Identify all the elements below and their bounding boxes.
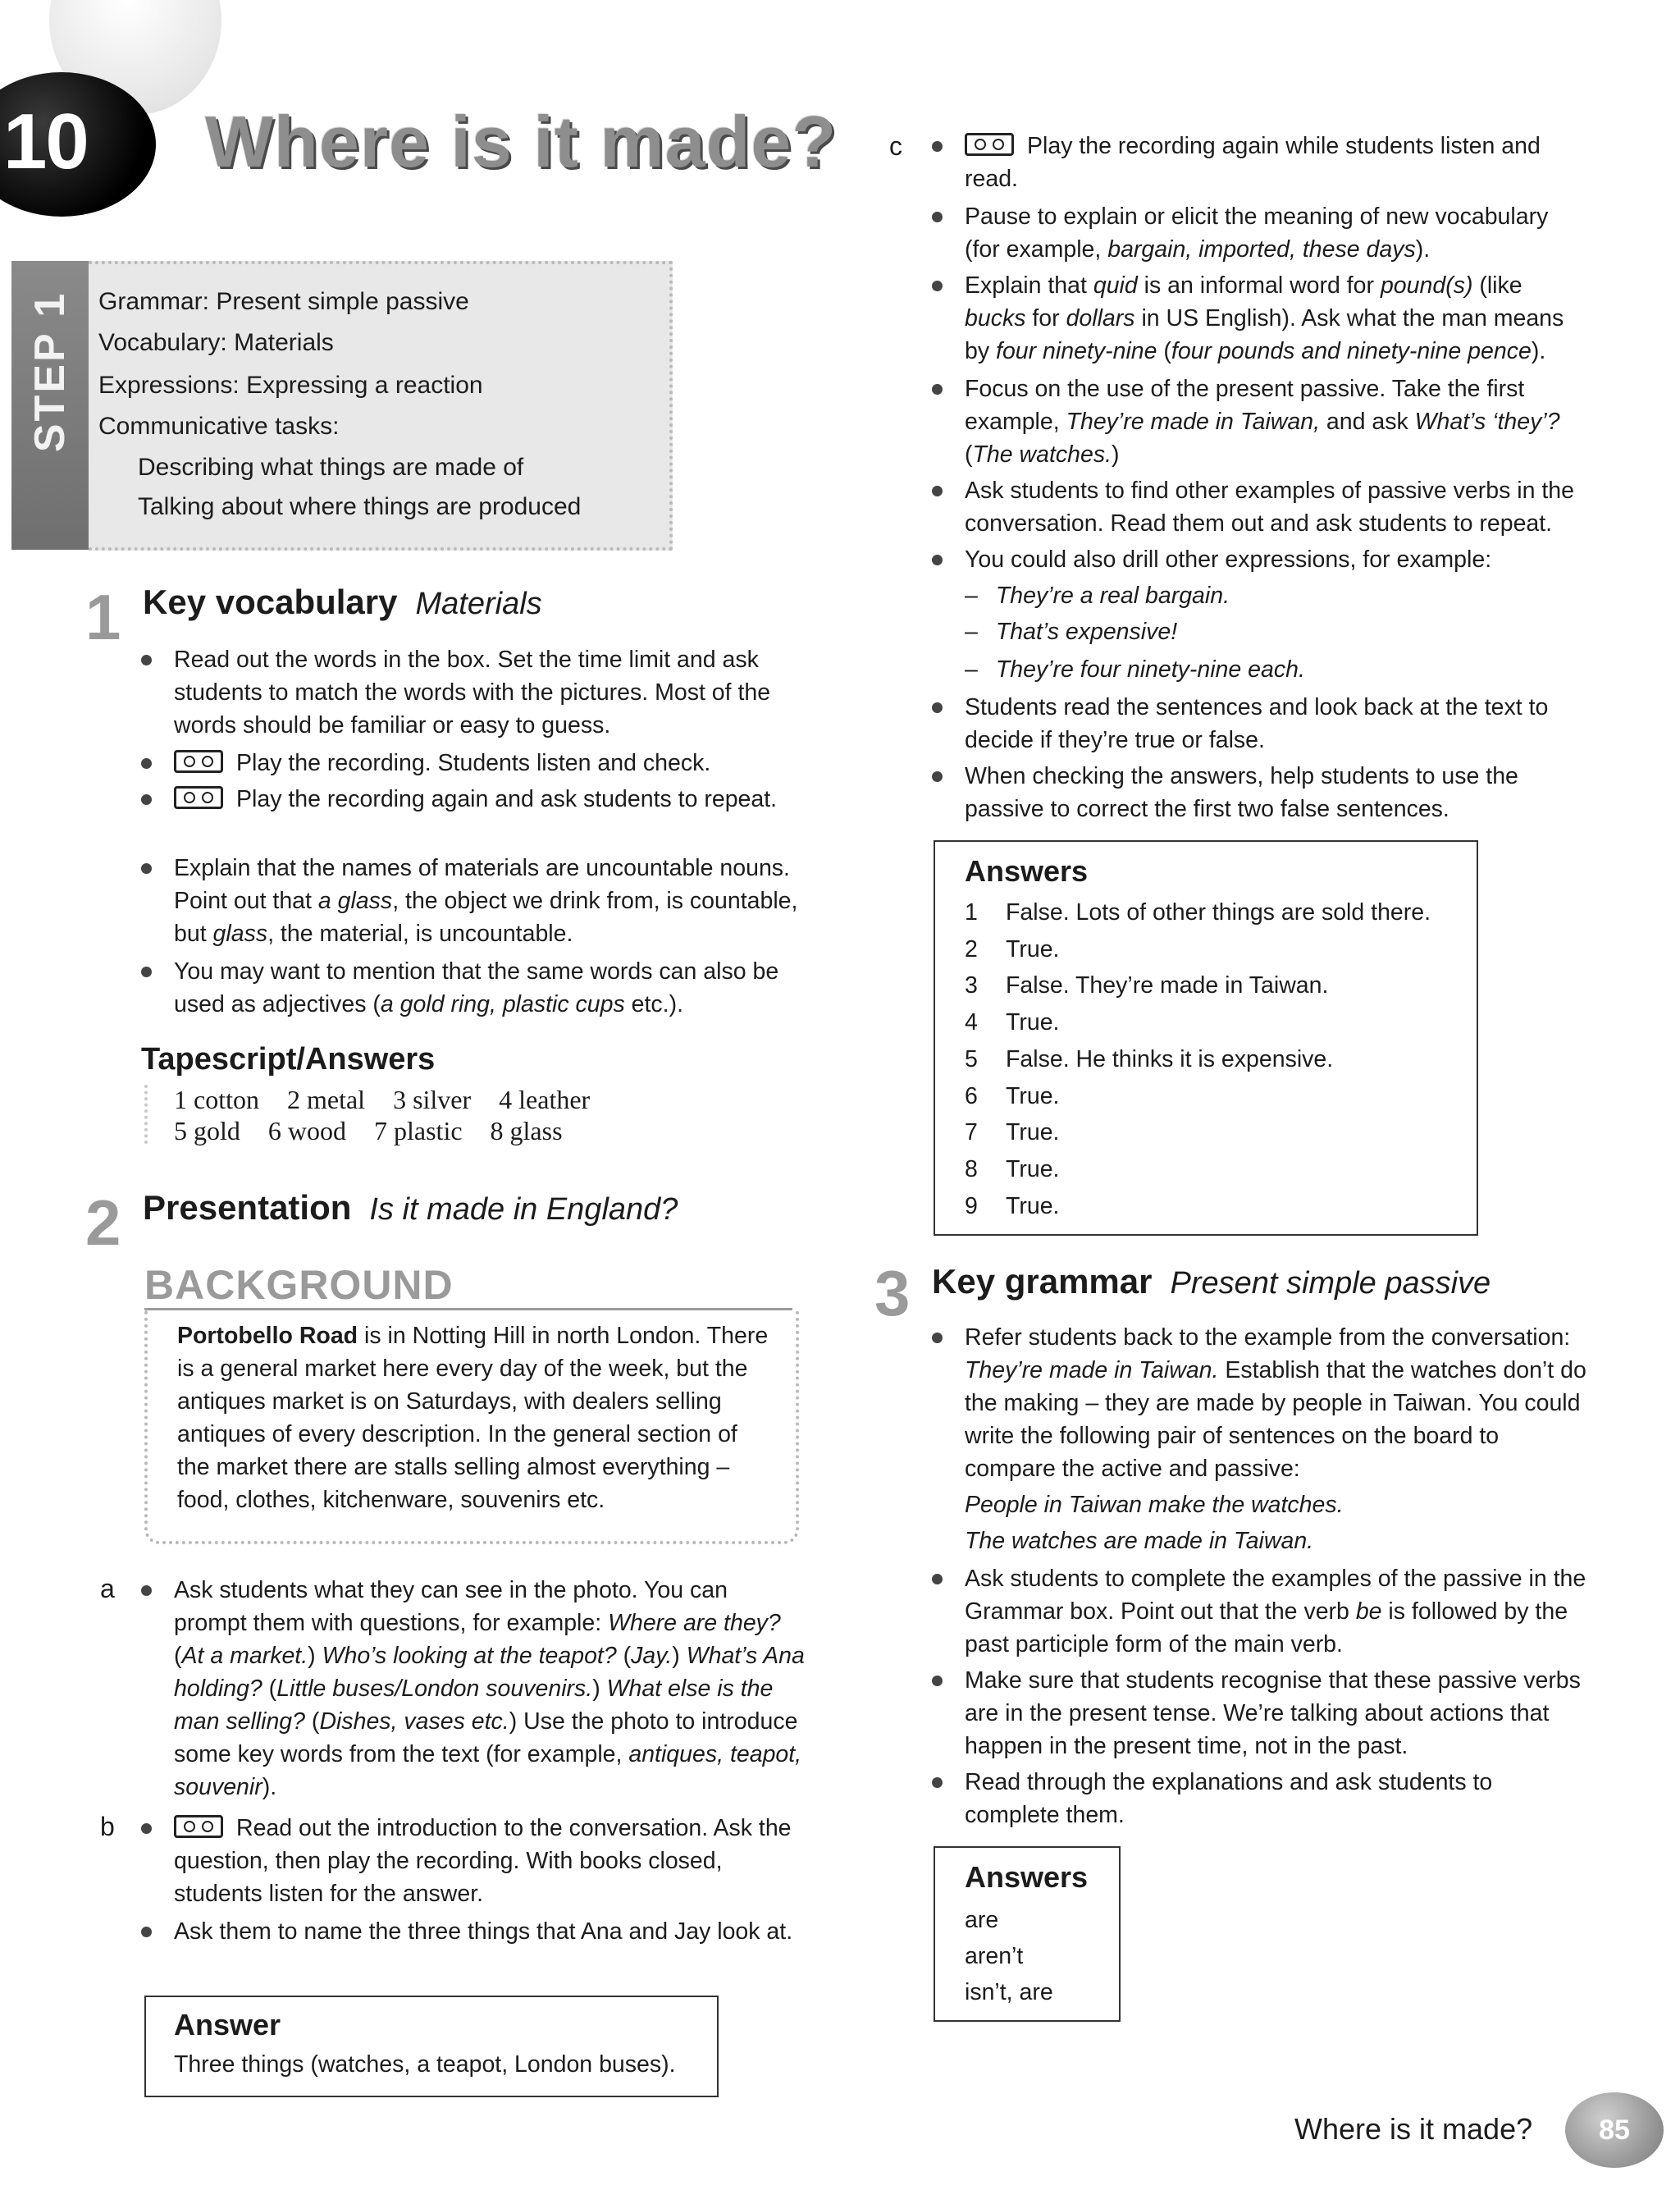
example-sentence: People in Taiwan make the watches.	[965, 1492, 1344, 1518]
unit-number: 10	[3, 98, 88, 185]
section-heading: Key vocabulary Materials	[143, 583, 542, 621]
cassette-icon	[174, 786, 223, 809]
list-item: You may want to mention that the same words can also be used as adjectives (a gold ring, plastic cups etc.).	[174, 955, 814, 1021]
answers-list	[965, 894, 1431, 1224]
list-item: 8 True.	[965, 1155, 1060, 1182]
list-item: Students read the sentences and look back at the text to decide if they’re true or false.	[965, 691, 1588, 757]
step-vocabulary: Vocabulary: Materials	[98, 329, 334, 356]
list-item: Play the recording again and ask students to repeat.	[174, 783, 814, 816]
list-item: Explain that quid is an informal word for pound(s) (like bucks for dollars in US English). Ask what the man means by four ninety-nine (four pounds and ninety-nine pence).	[965, 269, 1588, 368]
list-item: 3 False. They’re made in Taiwan.	[965, 972, 1329, 999]
tapescript-rule	[144, 1085, 148, 1144]
cassette-icon	[965, 133, 1014, 156]
list-item: are	[965, 1907, 999, 1933]
answers-list	[965, 1902, 1053, 2010]
list-item: 9 True.	[965, 1192, 1060, 1219]
list-item: isn’t, are	[965, 1979, 1053, 2005]
list-item: Read out the introduction to the conversation. Ask the question, then play the recording. With books closed, students listen for the answer.	[174, 1812, 806, 1910]
step-expressions: Expressions: Expressing a reaction	[98, 372, 483, 399]
list-item: Read through the explanations and ask students to complete them.	[965, 1766, 1588, 1831]
step-letter: a	[100, 1574, 115, 1603]
list-item: Explain that the names of materials are uncountable nouns. Point out that a glass, the object we drink from, is countable, but glass, the material, is uncountable.	[174, 852, 814, 950]
cassette-icon	[174, 1815, 223, 1838]
list-item: Pause to explain or elicit the meaning of new vocabulary (for example, bargain, imported, these days).	[965, 200, 1588, 266]
list-item: 5 False. He thinks it is expensive.	[965, 1045, 1334, 1072]
list-item: 6 True.	[965, 1082, 1060, 1109]
list-item: Focus on the use of the present passive. Take the first example, They’re made in Taiwan, and ask What’s ‘they’? (The watches.)	[965, 373, 1588, 471]
step-label: STEP 1	[26, 290, 74, 453]
list-item: Ask students to complete the examples of the passive in the Grammar box. Point out that the verb be is followed by the past participle form of the main verb.	[965, 1562, 1588, 1661]
background-heading: BACKGROUND	[144, 1262, 454, 1308]
cassette-icon	[174, 750, 223, 773]
page-number: 85	[1599, 2115, 1630, 2146]
step-task-1: Describing what things are made of	[138, 454, 524, 481]
step-task-2: Talking about where things are produced	[138, 493, 582, 520]
example-expression: – They’re four ninety-nine each.	[965, 656, 1305, 683]
list-item: You could also drill other expressions, for example:	[965, 543, 1588, 576]
background-text: Portobello Road is in Notting Hill in north London. There is a general market here every day of the week, but the antiques market is on Saturdays, with dealers selling antiques of every description. In the general section of the market there are stalls selling almost everything – food, clothes, kitchenware, souvenirs etc.	[177, 1323, 769, 1513]
tapescript-row: 5 gold 6 wood 7 plastic 8 glass	[174, 1116, 563, 1145]
step-letter: b	[100, 1812, 115, 1841]
footer-title: Where is it made?	[1294, 2112, 1533, 2146]
step-grammar: Grammar: Present simple passive	[98, 288, 469, 315]
answers-heading: Answers	[965, 854, 1089, 888]
unit-title: Where is it made?	[205, 101, 838, 182]
step-communicative: Communicative tasks:	[98, 413, 340, 440]
answers-heading: Answers	[965, 1860, 1089, 1894]
answer-heading: Answer	[174, 2008, 281, 2041]
list-item: Make sure that students recognise that these passive verbs are in the present tense. We’re talking about actions that happen in the present time, not in the past.	[965, 1664, 1588, 1763]
list-item: 4 True.	[965, 1009, 1060, 1036]
section-heading: Key grammar Present simple passive	[932, 1262, 1491, 1301]
section-number: 3	[874, 1257, 911, 1329]
list-item: aren’t	[965, 1943, 1024, 1969]
list-item: Ask students to find other examples of passive verbs in the conversation. Read them out and ask students to repeat.	[965, 474, 1588, 540]
tapescript-heading: Tapescript/Answers	[141, 1042, 436, 1077]
list-item: Ask them to name the three things that Ana and Jay look at.	[174, 1915, 806, 1948]
example-expression: – They’re a real bargain.	[965, 583, 1230, 609]
answer-text: Three things (watches, a teapot, London buses).	[174, 2051, 676, 2078]
list-item: 7 True.	[965, 1119, 1060, 1146]
list-item: Ask students what they can see in the photo. You can prompt them with questions, for example: Where are they? (At a market.) Who’s looking at the teapot? (Jay.) What’s Ana holding? (Little buses/London souvenirs.) What else is the man selling? (Dishes, vases etc.) Use the photo to introduce some key words from the text (for example, antiques, teapot, souvenir).	[174, 1574, 806, 1804]
list-item: When checking the answers, help students to use the passive to correct the first two false sentences.	[965, 760, 1588, 825]
list-item: Refer students back to the example from the conversation: They’re made in Taiwan. Establish that the watches don’t do the making – they are made by people in Taiwan. You could write the following pair of sentences on the board to compare the active and passive:	[965, 1321, 1588, 1485]
example-expression: – That’s expensive!	[965, 619, 1178, 645]
section-number: 2	[85, 1186, 121, 1259]
example-sentence: The watches are made in Taiwan.	[965, 1528, 1314, 1554]
list-item: 1 False. Lots of other things are sold there.	[965, 899, 1431, 926]
list-item: Read out the words in the box. Set the time limit and ask students to match the words with the pictures. Most of the words should be familiar or easy to guess.	[174, 643, 814, 742]
section-number: 1	[85, 581, 121, 653]
step-letter: c	[889, 131, 902, 161]
tapescript-row: 1 cotton 2 metal 3 silver 4 leather	[174, 1085, 591, 1114]
list-item: 2 True.	[965, 935, 1060, 962]
list-item: Play the recording. Students listen and check.	[174, 747, 814, 780]
section-heading: Presentation Is it made in England?	[143, 1188, 678, 1227]
list-item: Play the recording again while students listen and read.	[965, 130, 1588, 195]
